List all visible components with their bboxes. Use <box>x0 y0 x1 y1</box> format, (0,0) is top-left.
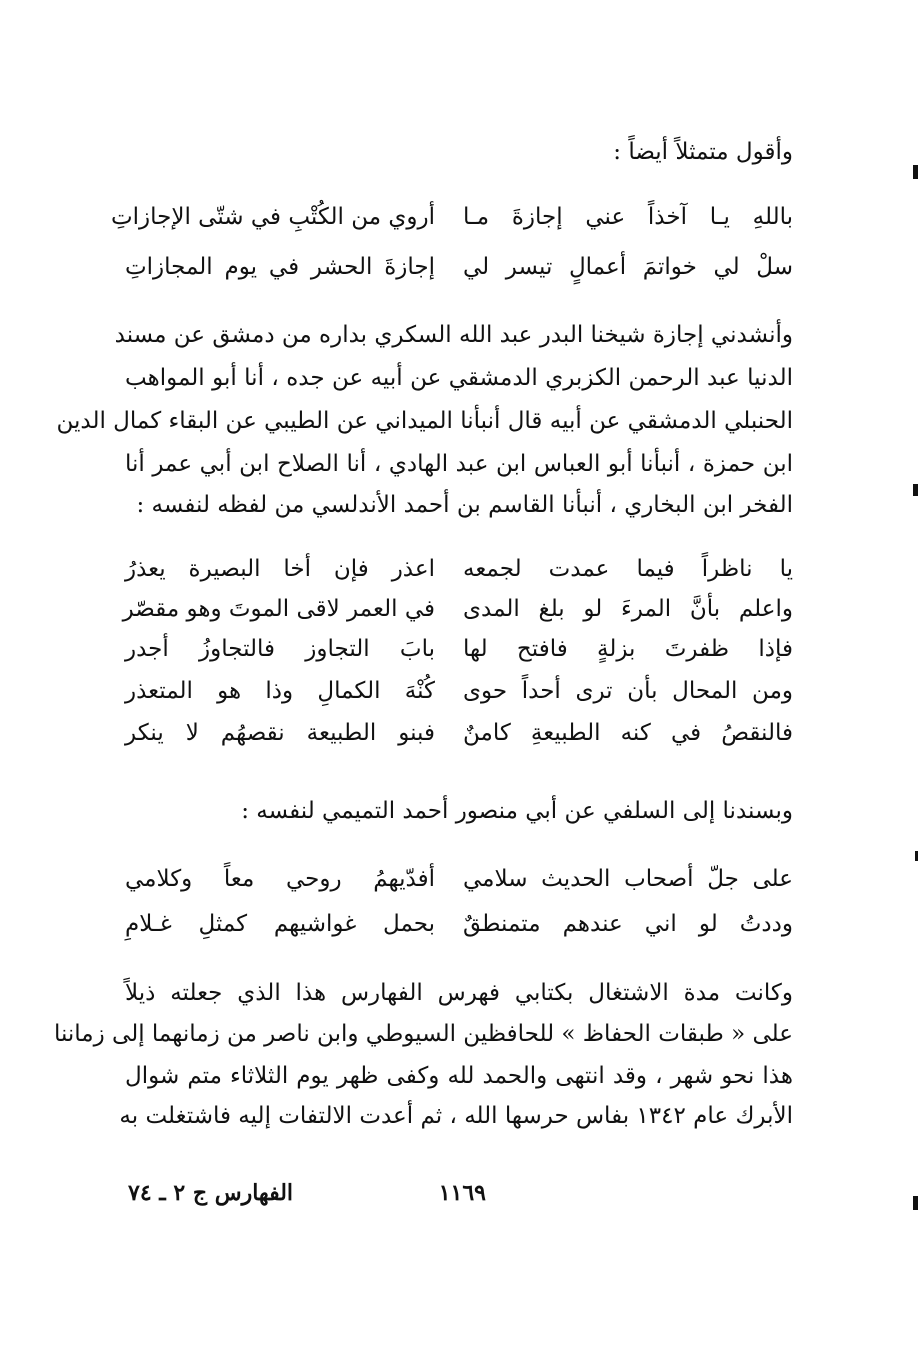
scan-edge-mark <box>913 165 918 179</box>
intro-line-1: وأقول متمثلاً أيضاً : <box>613 139 793 165</box>
para2-line-1: وكانت مدة الاشتغال بكتابي فهرس الفهارس هذا الذي جعلته ذيلاً <box>125 980 793 1006</box>
poem2-verse-1 <box>125 552 793 586</box>
hemistich-first: على جلّ أصحاب الحديث سلامي <box>463 866 793 892</box>
hemistich-second: كُنْهَ الكمالِ وذا هو المتعذر <box>125 678 435 704</box>
hemistich-second: إجازةَ الحشر في يوم المجازاتِ <box>125 254 435 280</box>
hemistich-first: سلْ لي خواتمَ أعمالٍ تيسر لي <box>463 254 793 280</box>
poem1-verse-1 <box>110 200 793 234</box>
hemistich-second: اعذر فإن أخا البصيرة يعذرُ <box>125 556 435 582</box>
hemistich-first: فالنقصُ في كنه الطبيعةِ كامنٌ <box>463 720 793 746</box>
hemistich-first: باللهِ يـا آخذاً عني إجازةَ مـا <box>463 204 793 230</box>
para1-line-3: الحنبلي الدمشقي عن أبيه قال أنبأنا الميداني عن الطيبي عن البقاء كمال الدين <box>56 408 793 434</box>
poem2-verse-5 <box>125 716 793 750</box>
para1-line-5: الفخر ابن البخاري ، أنبأنا القاسم بن أحمد الأندلسي من لفظه لنفسه : <box>136 492 793 518</box>
hemistich-first: وددتُ لو اني عندهم متمنطقٌ <box>463 911 793 937</box>
para2-line-4: الأبرك عام ١٣٤٢ بفاس حرسها الله ، ثم أعدت الالتفات إليه فاشتغلت به <box>119 1103 793 1129</box>
para1-line-4: ابن حمزة ، أنبأنا أبو العباس ابن عبد الهادي ، أنا الصلاح ابن أبي عمر أنا <box>125 451 793 477</box>
printer-signature: الفهارس ج ٢ ـ ٧٤ <box>128 1180 294 1206</box>
hemistich-second: أفدّيهمُ روحي معاً وكلامي <box>125 866 435 892</box>
poem2-verse-4 <box>125 674 793 708</box>
hemistich-second: فبنو الطبيعة نقصهُم لا ينكر <box>125 720 435 746</box>
para1-line-1: وأنشدني إجازة شيخنا البدر عبد الله السكري بداره من دمشق عن مسند <box>114 322 793 348</box>
scan-edge-mark <box>913 484 918 496</box>
para2-line-2: على « طبقات الحفاظ » للحافظين السيوطي وابن ناصر من زمانهما إلى زماننا <box>53 1021 793 1047</box>
hemistich-second: بابَ التجاوز فالتجاوزُ أجدر <box>125 636 435 662</box>
poem3-verse-2 <box>125 907 793 941</box>
hemistich-first: فإذا ظفرتَ بزلةٍ فافتح لها <box>463 636 793 662</box>
scan-edge-mark <box>913 1196 918 1210</box>
para1-line-2: الدنيا عبد الرحمن الكزبري الدمشقي عن أبيه عن جده ، أنا أبو المواهب <box>125 365 793 391</box>
intro-line-2: وبسندنا إلى السلفي عن أبي منصور أحمد التميمي لنفسه : <box>241 798 793 824</box>
poem3-verse-1 <box>125 862 793 896</box>
hemistich-second: بحمل غواشيهم كمثلِ غـلامِ <box>125 911 435 937</box>
hemistich-first: واعلم بأنَّ المرءَ لو بلغ المدى <box>463 596 793 622</box>
hemistich-second: أروي من الكُتْبِ في شتّى الإجازاتِ <box>110 204 435 230</box>
poem2-verse-3 <box>125 632 793 666</box>
hemistich-second: في العمر لاقى الموتَ وهو مقصّر <box>122 596 435 622</box>
poem1-verse-2 <box>125 250 793 284</box>
hemistich-first: ومن المحال بأن ترى أحداً حوى <box>463 678 793 704</box>
hemistich-first: يا ناظراً فيما عمدت لجمعه <box>463 556 793 582</box>
poem2-verse-2 <box>122 592 793 626</box>
page-number: ١١٦٩ <box>438 1180 486 1206</box>
para2-line-3: هذا نحو شهر ، وقد انتهى والحمد لله وكفى ظهر يوم الثلاثاء متم شوال <box>125 1063 793 1089</box>
